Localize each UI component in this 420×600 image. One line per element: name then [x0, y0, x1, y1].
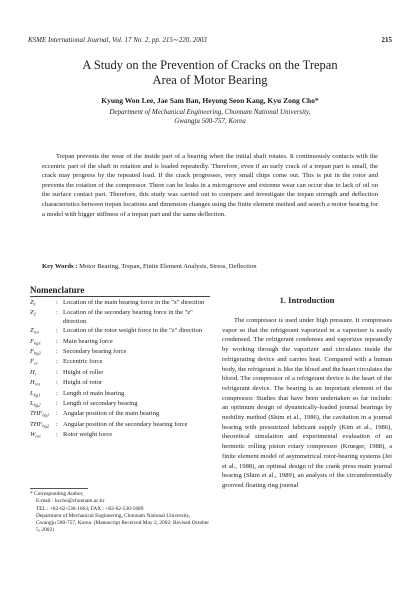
- section-heading: 1. Introduction: [279, 295, 335, 305]
- affiliation-line-2: Gwangju 500-757, Korea: [174, 117, 246, 125]
- nomenclature-symbol: $F_{bg1}$: [30, 337, 41, 346]
- paper-title-line-1: A Study on the Prevention of Cracks on the Trepan: [82, 58, 338, 72]
- nomenclature-symbol: $F_{bg2}$: [30, 348, 41, 356]
- nomenclature-list: [30, 299, 215, 442]
- nomenclature-row: $W_{rot}$ : Rotor weight force: [30, 431, 215, 441]
- paper-title: [40, 58, 380, 88]
- nomenclature-divider: [30, 296, 210, 297]
- nomenclature-row: $L_{bg2}$ : Length of secondary bearing: [30, 400, 215, 410]
- nomenclature-row: $THF_{bg2}$ : Angular position of the secondary bearing force: [30, 421, 215, 431]
- nomenclature-row: $F_{bg1}$ : Main bearing force: [30, 338, 215, 348]
- corresponding-author-footnote: [30, 491, 210, 535]
- nomenclature-row: $Z_{rot}$ : Location of the rotor weight force in the "z" direction: [30, 327, 215, 337]
- nomenclature-row: $H_{rot}$ : Height of rotor: [30, 379, 215, 389]
- nomenclature-definition: Secondary bearing force: [63, 348, 127, 356]
- nomenclature-symbol: $THF_{bg1}$: [30, 410, 50, 418]
- nomenclature-symbol: $F_{ec}$: [30, 358, 39, 366]
- keywords: [42, 262, 378, 271]
- introduction-text: The compressor is used under high pressure. It compresses vapor so that the refrigerant vaporized in a vaporizer is easily condensed. The refrigerant condenses and vaporizes repeatedly by working through the vaporizer and circulates inside the refrigerating device and carries heat. Compared with a human body, the refrigerant is like the blood and the heart circulates the blood. The compressor of a refrigerant device is the heart of the refrigerant device. The bearing is an important element of the compressor. Studies that have been undertaken so far include: an optimum design of dynamically-loaded journal bearings by mobility method (Shim et al., 1986), the cavitation in a journal bearing with pressurized lubricant supply (Kim et al., 1986), theoretical simulation and experimental evaluation of an hermetic rolling piston rotary compressor (Krueger, 1988), a finite element model of asymmetrical rotor-bearing systems (Jei et al., 1988), an optimal design of the crank press main journal bearing (Shim et al., 1989), an analysis of the circumferentially grooved floating ring journal: [222, 317, 392, 489]
- nomenclature-definition: Height of roller: [63, 368, 104, 376]
- nomenclature-row: $Z_1$ : Location of the main bearing force in the "z" direction: [30, 299, 215, 309]
- keywords-label: Key Words :: [42, 263, 78, 270]
- nomenclature-definition: Location of the rotor weight force in the "z" direction: [63, 327, 203, 335]
- nomenclature-symbol: $THF_{bg2}$: [30, 420, 50, 429]
- nomenclature-symbol: $H_{rot}$: [30, 379, 40, 387]
- nomenclature-row: $F_{ec}$ : Eccentric force: [30, 358, 215, 368]
- running-header: [28, 36, 392, 44]
- nomenclature-row: $Z_2$ : Location of the secondary bearing force in the "z" direction: [30, 309, 215, 327]
- nomenclature-definition: Length of main bearing: [63, 389, 125, 397]
- nomenclature-definition: Rotor weight force: [63, 431, 113, 439]
- nomenclature-heading: Nomenclature: [30, 285, 85, 295]
- page-number: 215: [381, 36, 392, 44]
- nomenclature-symbol: $L_{bg2}$: [30, 400, 41, 408]
- nomenclature-row: $THF_{bg1}$ : Angular position of the main bearing: [30, 410, 215, 420]
- footnote-department: Department of Mechanical Engineering, Chonnam National University, Gwangju 500-757, Korea. (Manuscript Received May 2, 2002; Revised October 5, 2002): [36, 512, 210, 534]
- affiliation-line-1: Department of Mechanical Engineering, Chonnam National University,: [109, 108, 311, 116]
- affiliation: [30, 108, 390, 126]
- keywords-list: Motor Bearing, Trepan, Finite Element Analysis, Stress, Deflection: [79, 263, 257, 270]
- nomenclature-symbol: $W_{rot}$: [30, 431, 41, 439]
- nomenclature-row: $L_{bg1}$ : Length of main bearing: [30, 390, 215, 400]
- nomenclature-definition: Main bearing force: [63, 337, 113, 345]
- abstract: Trepan prevents the wear of the inside part of a bearing when the initial shaft rotates. It continuously contacts with the eccentric part of the shaft in rotation and is loaded repeatedly. Therefore, even if an early crack of a trepan part is small, the crack may progress by the repeated load. If the crack progresses, very small chips come out. This is put in the rotor and prevents the rotation of the compressor. There can be leaks in a microgroove and extreme wear can occur due to lack of oil on the surface contact part. Therefore, this study was carried out to compare and investigate the trepan strength and deflection characteristics between trepan locations and dimension changes using the finite element method and search a motor bearing for a model with bigger stiffness of a trepan part and the same deflection.: [42, 153, 378, 218]
- nomenclature-definition: Angular position of the main bearing: [63, 410, 160, 418]
- nomenclature-definition: Angular position of the secondary bearing force: [63, 420, 188, 428]
- nomenclature-definition: Location of the secondary bearing force in the "z" direction: [63, 309, 193, 326]
- paper-title-line-2: Area of Motor Bearing: [152, 73, 268, 87]
- journal-citation: KSME International Journal, Vol. 17 No. 2, pp. 215∼220, 2003: [28, 36, 207, 44]
- nomenclature-definition: Length of secondary bearing: [63, 400, 138, 408]
- nomenclature-row: $H_r$ : Height of roller: [30, 369, 215, 379]
- nomenclature-definition: Location of the main bearing force in the "z" direction: [63, 299, 205, 306]
- footnote-phone: TEL : +82-62-530-1663; FAX : +82-62-530-1689: [36, 505, 144, 512]
- nomenclature-symbol: $Z_{rot}$: [30, 327, 39, 335]
- footnote-email: E-mail : kzcho@chonnam.ac.kr: [36, 498, 105, 505]
- nomenclature-row: $F_{bg2}$ : Secondary bearing force: [30, 348, 215, 358]
- footnote-divider: [30, 488, 88, 489]
- author-list: Kyung Won Lee, Jae Sam Ban, Heyong Seon Kang, Kyu Zong Cho*: [101, 96, 319, 105]
- nomenclature-symbol: $H_r$: [30, 368, 37, 377]
- footnote-line: * Corresponding Author,: [30, 491, 84, 497]
- nomenclature-definition: Height of rotor: [63, 379, 102, 387]
- nomenclature-definition: Eccentric force: [63, 358, 103, 366]
- nomenclature-symbol: $Z_2$: [30, 309, 36, 317]
- nomenclature-symbol: $L_{bg1}$: [30, 389, 41, 398]
- nomenclature-symbol: $Z_1$: [30, 299, 36, 307]
